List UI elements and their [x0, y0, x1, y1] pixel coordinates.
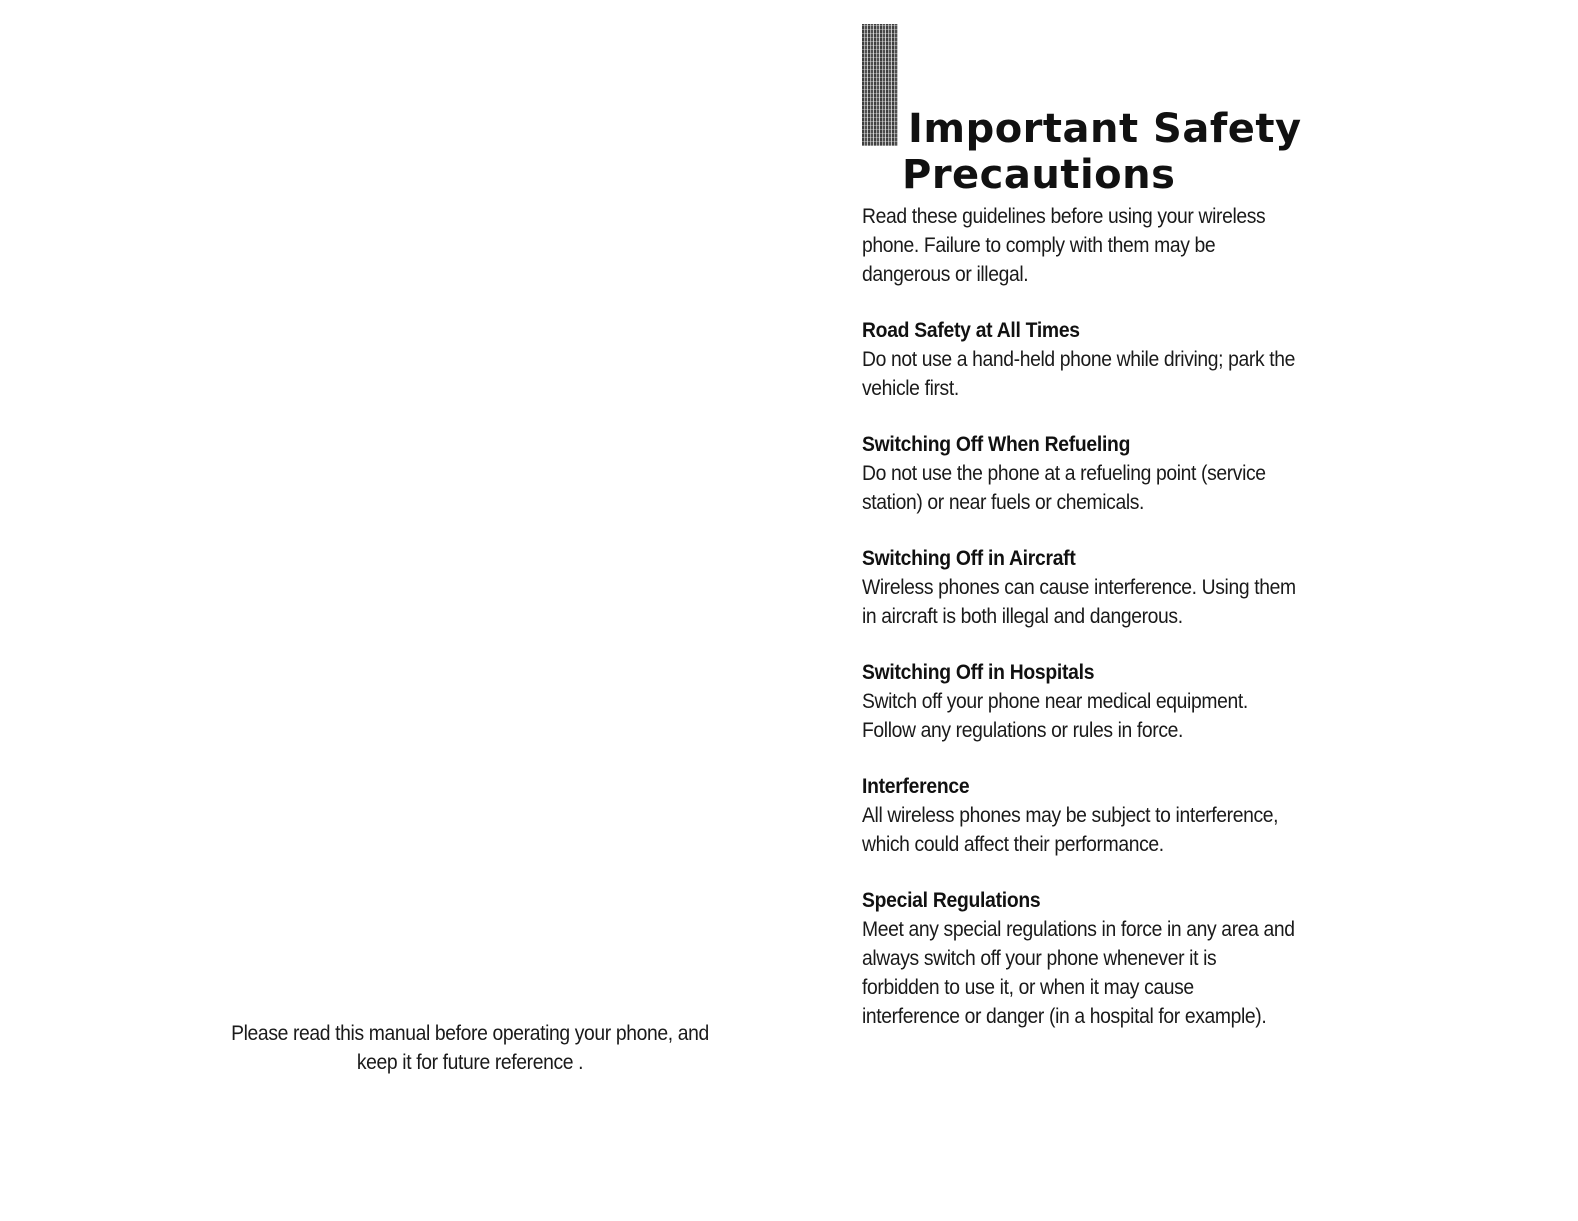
section-heading: Switching Off in Hospitals — [862, 661, 1095, 684]
section-heading: Road Safety at All Times — [862, 319, 1080, 342]
section-body — [862, 459, 1322, 517]
section-road-safety — [862, 316, 1322, 403]
section-line: in aircraft is both illegal and dangerous. — [862, 605, 1183, 628]
section-line: Switch off your phone near medical equipment. — [862, 690, 1248, 713]
section-body — [862, 687, 1322, 745]
section-refueling — [862, 430, 1322, 517]
section-heading: Special Regulations — [862, 889, 1041, 912]
section-heading: Switching Off in Aircraft — [862, 547, 1076, 570]
page-title — [902, 106, 1302, 198]
section-heading: Switching Off When Refueling — [862, 433, 1131, 456]
section-body — [862, 345, 1322, 403]
chapter-marker-bar — [862, 24, 898, 146]
intro-paragraph — [862, 202, 1304, 289]
section-line: always switch off your phone whenever it is — [862, 947, 1217, 970]
section-body — [862, 801, 1322, 859]
manual-note-line: keep it for future reference . — [356, 1051, 584, 1074]
intro-line: Read these guidelines before using your wireless — [862, 205, 1266, 228]
manual-note-line: Please read this manual before operating your phone, and — [231, 1022, 709, 1045]
section-line: Do not use the phone at a refueling point (service — [862, 462, 1266, 485]
section-special-regulations — [862, 886, 1322, 1031]
section-line: All wireless phones may be subject to interference, — [862, 804, 1279, 827]
manual-note — [212, 1019, 727, 1077]
section-line: Meet any special regulations in force in any area and — [862, 918, 1295, 941]
section-line: Follow any regulations or rules in force. — [862, 719, 1184, 742]
section-line: station) or near fuels or chemicals. — [862, 491, 1145, 514]
intro-line: dangerous or illegal. — [862, 263, 1029, 286]
section-hospitals — [862, 658, 1322, 745]
section-line: vehicle first. — [862, 377, 959, 400]
section-line: which could affect their performance. — [862, 833, 1164, 856]
section-aircraft — [862, 544, 1322, 631]
section-line: Wireless phones can cause interference. Using them — [862, 576, 1296, 599]
section-interference — [862, 772, 1322, 859]
section-line: forbidden to use it, or when it may cause — [862, 976, 1194, 999]
section-body — [862, 573, 1322, 631]
page-title-line: Important Safety — [908, 106, 1302, 152]
page-title-line: Precautions — [902, 152, 1176, 198]
section-body — [862, 915, 1322, 1031]
intro-line: phone. Failure to comply with them may be — [862, 234, 1216, 257]
section-heading: Interference — [862, 775, 970, 798]
section-line: Do not use a hand-held phone while driving; park the — [862, 348, 1296, 371]
section-line: interference or danger (in a hospital for example). — [862, 1005, 1267, 1028]
